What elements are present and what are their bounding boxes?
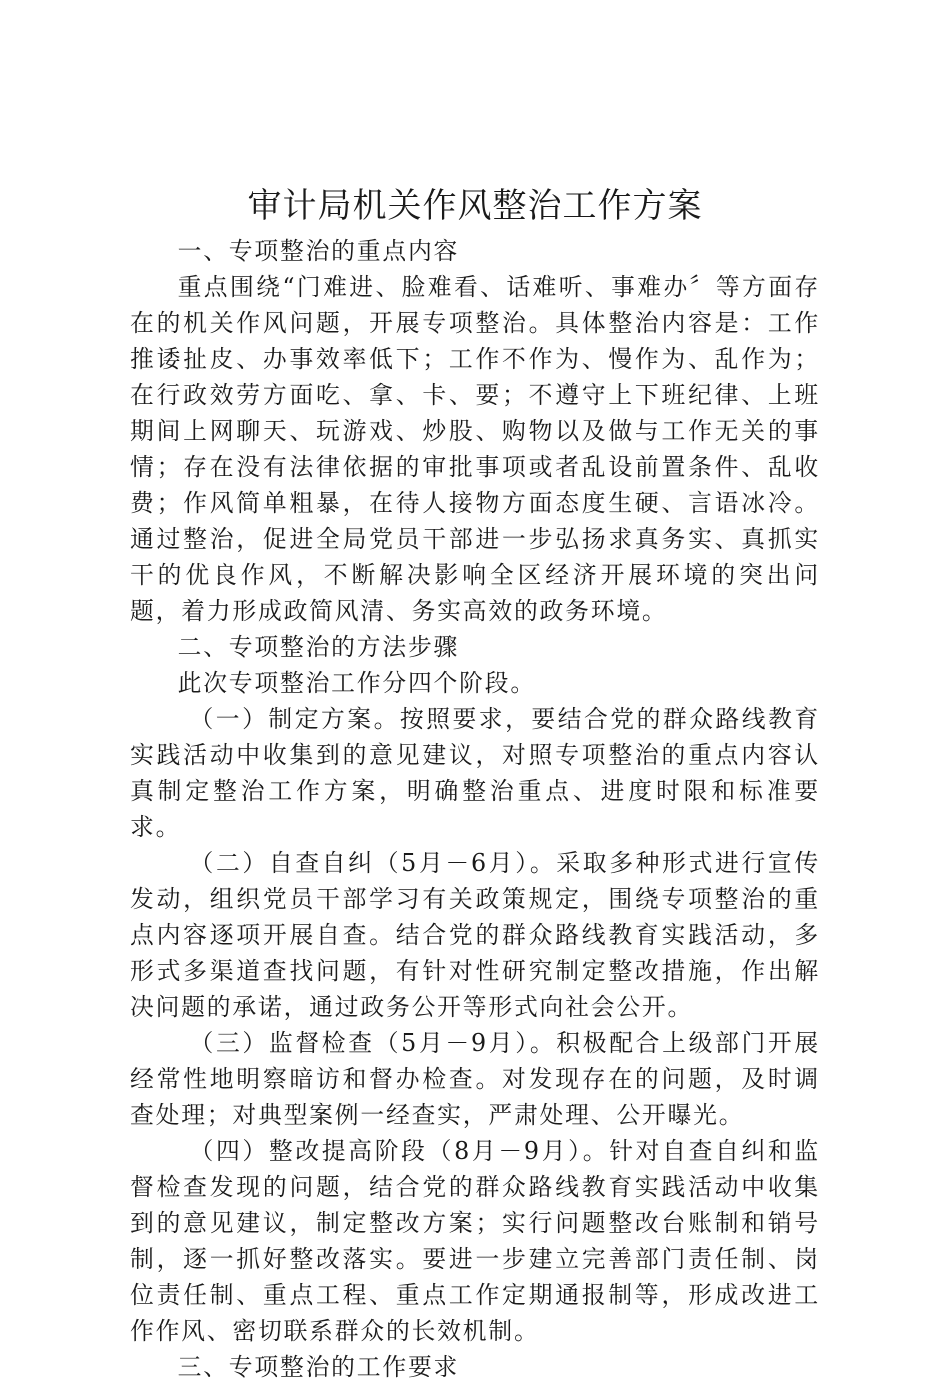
section-heading-2: 二、专项整治的方法步骤 xyxy=(177,633,460,661)
section-heading-1: 一、专项整治的重点内容 xyxy=(177,237,460,265)
step-paragraph-3: （三）监督检查（5月－9月）。积极配合上级部门开展经常性地明察暗访和督办检查。对发现存在的问题，及时调查处理；对典型案例一经查实，严肃处理、公开曝光。 xyxy=(130,1029,820,1129)
step-paragraph-4: （四）整改提高阶段（8月－9月）。针对自查自纠和监督检查发现的问题，结合党的群众路线教育实践活动中收集到的意见建议，制定整改方案；实行问题整改台账制和销号制，逐一抓好整改落实。要进一步建立完善部门责任制、岗位责任制、重点工程、重点工作定期通报制等，形成改进工作作风、密切联系群众的长效机制。 xyxy=(130,1137,820,1345)
step-paragraph-2: （二）自查自纠（5月－6月）。采取多种形式进行宣传发动，组织党员干部学习有关政策规定，围绕专项整治的重点内容逐项开展自查。结合党的群众路线教育实践活动，多形式多渠道查找问题，有针对性研究制定整改措施，作出解决问题的承诺，通过政务公开等形式向社会公开。 xyxy=(130,849,820,1021)
body-paragraph: 重点围绕“门难进、脸难看、话难听、事难办〞等方面存在的机关作风问题，开展专项整治。具体整治内容是：工作推诿扯皮、办事效率低下；工作不作为、慢作为、乱作为；在行政效劳方面吃、拿、卡、要；不遵守上下班纪律、上班期间上网聊天、玩游戏、炒股、购物以及做与工作无关的事情；存在没有法律依据的审批事项或者乱设前置条件、乱收费；作风简单粗暴，在待人接物方面态度生硬、言语冰冷。通过整治，促进全局党员干部进一步弘扬求真务实、真抓实干的优良作风，不断解决影响全区经济开展环境的突出问题，着力形成政简风清、务实高效的政务环境。 xyxy=(130,273,820,625)
document-body xyxy=(130,233,820,1385)
document-title: 审计局机关作风整治工作方案 xyxy=(247,186,703,226)
body-paragraph: 此次专项整治工作分四个阶段。 xyxy=(177,669,536,697)
section-heading-3: 三、专项整治的工作要求 xyxy=(177,1353,460,1381)
step-paragraph-1: （一）制定方案。按照要求，要结合党的群众路线教育实践活动中收集到的意见建议，对照专项整治的重点内容认真制定整治工作方案，明确整治重点、进度时限和标准要求。 xyxy=(130,705,820,841)
